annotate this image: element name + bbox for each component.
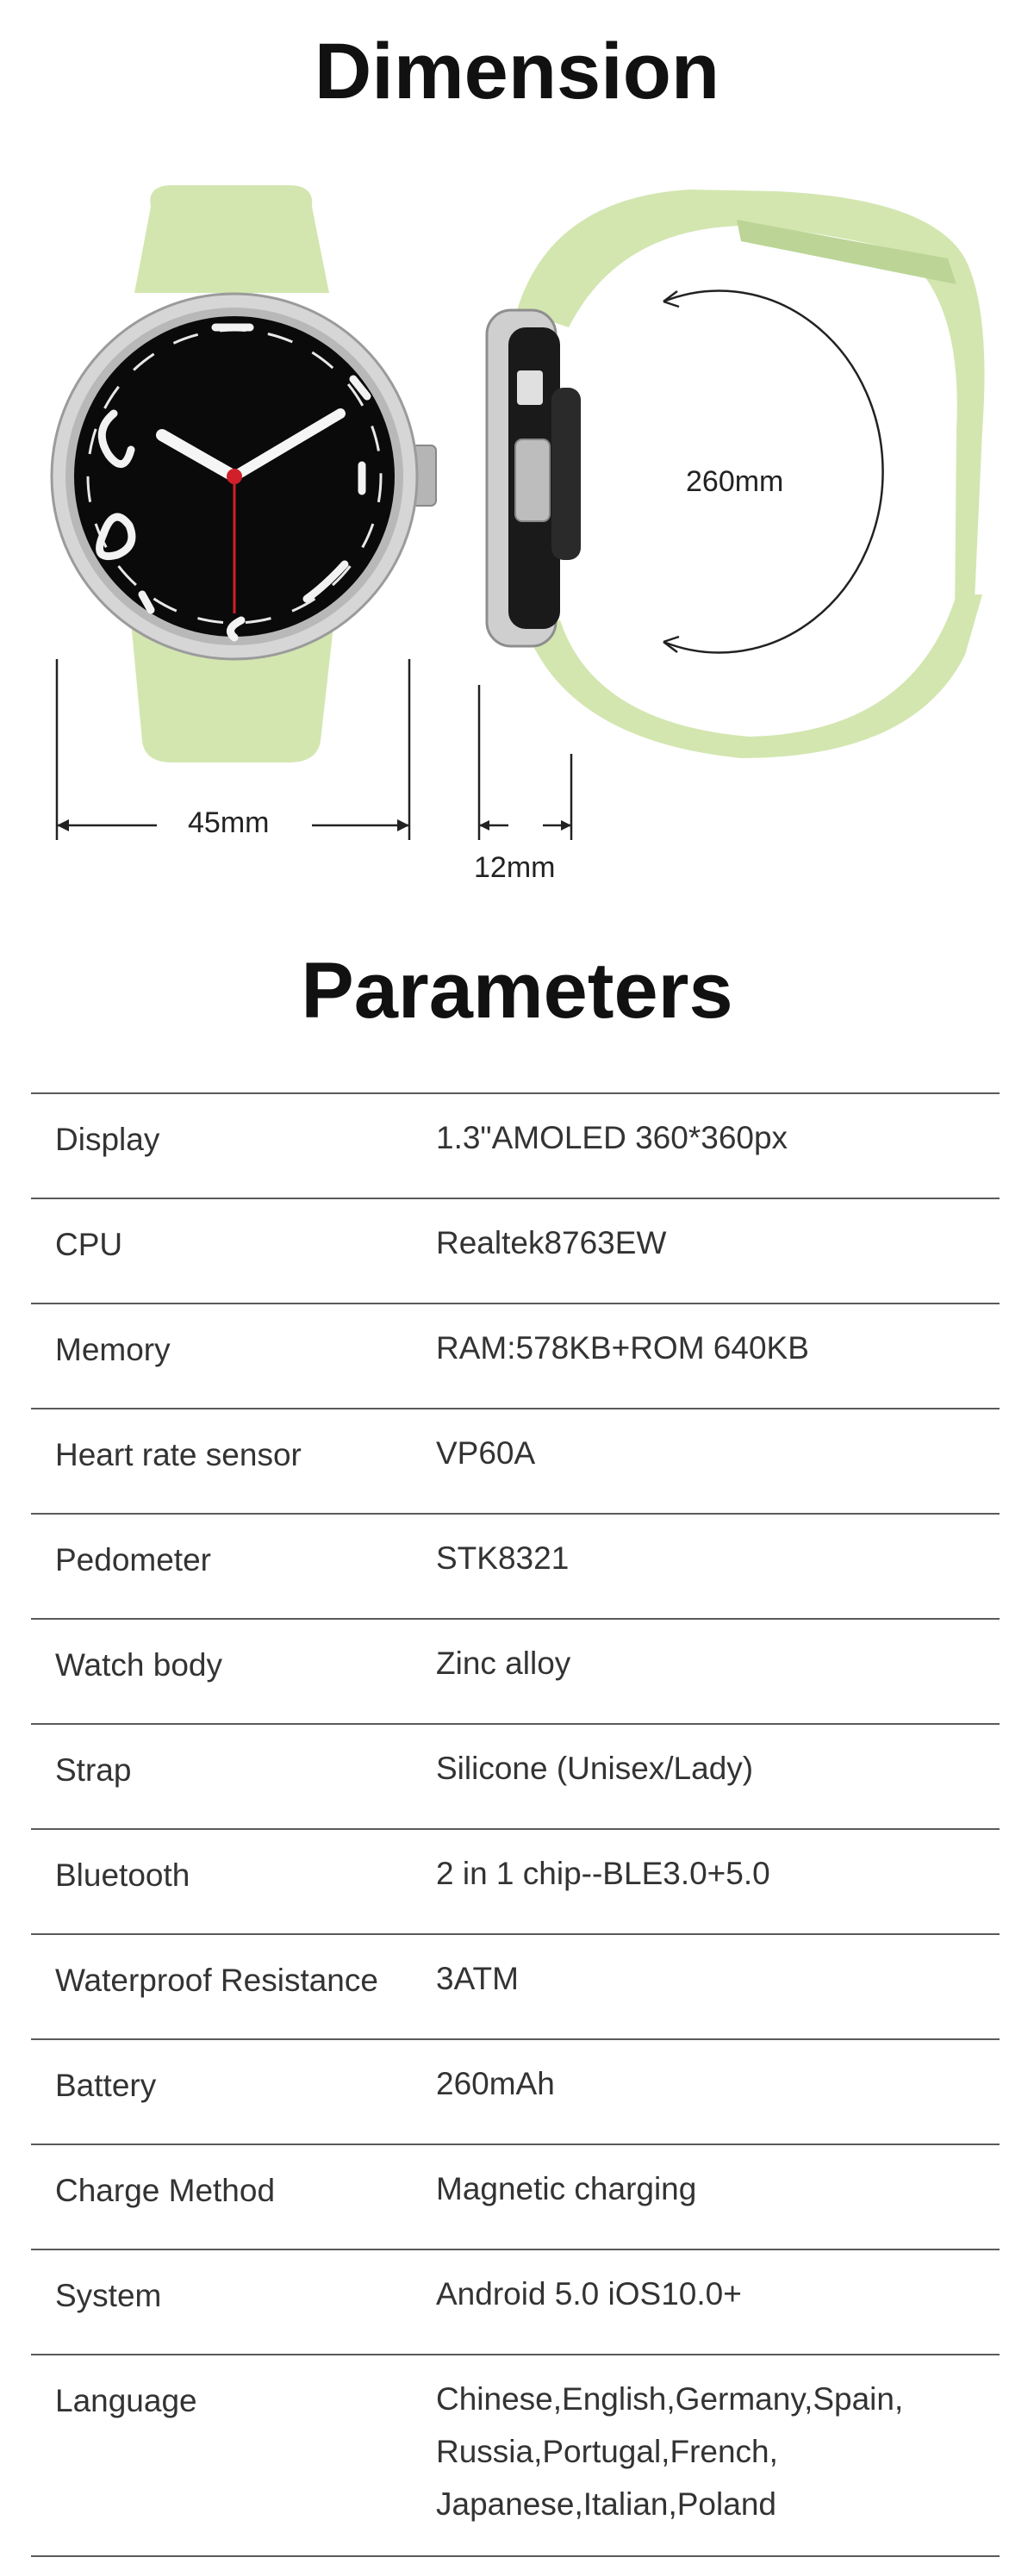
parameters-title: Parameters bbox=[301, 947, 733, 1035]
row-value: STK8321 bbox=[436, 1540, 570, 1576]
row-value: Magnetic charging bbox=[436, 2171, 697, 2206]
row-label: Waterproof Resistance bbox=[55, 1963, 378, 1998]
front-strap-top bbox=[134, 185, 329, 293]
table-row bbox=[31, 2249, 1000, 2355]
row-value: Silicone (Unisex/Lady) bbox=[436, 1751, 754, 1786]
table-row bbox=[31, 1513, 1000, 1619]
table-row bbox=[31, 2354, 1000, 2557]
row-label: Language bbox=[55, 2383, 197, 2418]
strap-length-label: 260mm bbox=[686, 465, 784, 498]
row-label: Charge Method bbox=[55, 2173, 276, 2208]
width-dimension-label: 45mm bbox=[188, 806, 270, 839]
table-row bbox=[31, 1723, 1000, 1829]
row-value: VP60A bbox=[436, 1435, 536, 1471]
dimension-title: Dimension bbox=[314, 28, 720, 115]
table-row bbox=[31, 1408, 1000, 1514]
row-value: Android 5.0 iOS10.0+ bbox=[436, 2276, 742, 2312]
table-row bbox=[31, 1092, 1000, 1198]
row-value: 3ATM bbox=[436, 1961, 519, 1996]
row-value: 260mAh bbox=[436, 2066, 555, 2101]
row-label: Bluetooth bbox=[55, 1857, 190, 1893]
row-value: Chinese,English,Germany,Spain, Russia,Portugal,French, Japanese,Italian,Poland bbox=[436, 2381, 904, 2522]
row-label: Battery bbox=[55, 2068, 157, 2103]
table-bottom-divider bbox=[31, 2555, 1000, 2557]
row-label: Memory bbox=[55, 1332, 171, 1367]
watch-dimension-illustration bbox=[0, 155, 1034, 896]
row-label: CPU bbox=[55, 1227, 123, 1262]
row-label: Watch body bbox=[55, 1647, 222, 1683]
row-value: 1.3"AMOLED 360*360px bbox=[436, 1120, 788, 1155]
table-row bbox=[31, 1303, 1000, 1409]
row-label: Display bbox=[55, 1122, 160, 1157]
row-label: System bbox=[55, 2278, 162, 2313]
row-label: Strap bbox=[55, 1752, 132, 1788]
row-label: Pedometer bbox=[55, 1542, 211, 1577]
row-label: Heart rate sensor bbox=[55, 1437, 302, 1472]
table-row bbox=[31, 1198, 1000, 1304]
row-value: Zinc alloy bbox=[436, 1646, 571, 1681]
table-row bbox=[31, 2038, 1000, 2144]
row-value: 2 in 1 chip--BLE3.0+5.0 bbox=[436, 1856, 770, 1891]
table-row bbox=[31, 1933, 1000, 2039]
table-row bbox=[31, 1828, 1000, 1934]
table-row bbox=[31, 1618, 1000, 1724]
side-strap-bottom bbox=[526, 594, 982, 758]
row-value: Realtek8763EW bbox=[436, 1225, 667, 1260]
row-value: RAM:578KB+ROM 640KB bbox=[436, 1330, 809, 1366]
table-row bbox=[31, 2144, 1000, 2249]
thickness-dimension-label: 12mm bbox=[474, 851, 556, 884]
